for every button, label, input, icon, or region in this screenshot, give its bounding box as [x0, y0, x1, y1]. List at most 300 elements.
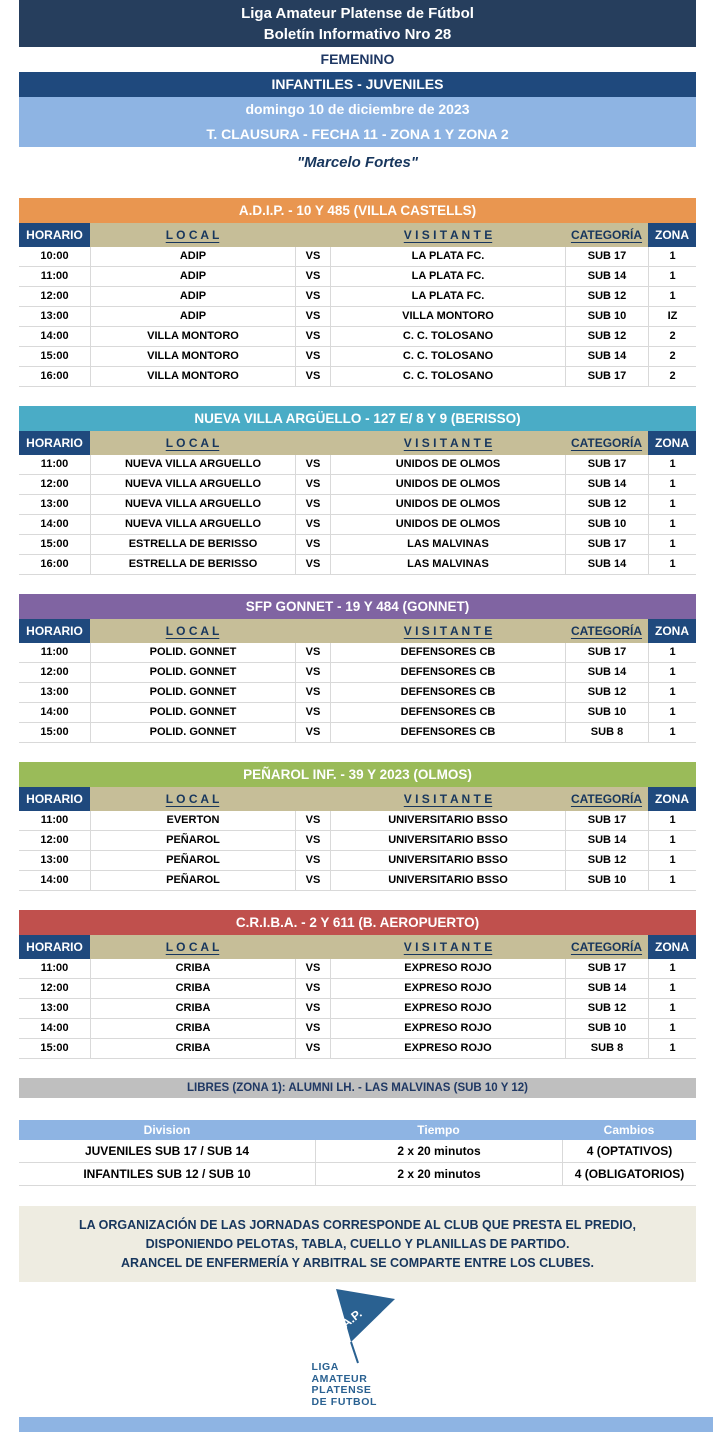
rules-header-row — [19, 1120, 696, 1140]
col-horario — [19, 619, 90, 643]
match-zona: IZ — [648, 307, 696, 326]
match-horario: 13:00 — [40, 686, 69, 698]
match-categoria: SUB 8 — [565, 1039, 648, 1058]
col-local-label: L O C A L — [165, 792, 220, 806]
match-zona: 1 — [648, 267, 696, 286]
col-vs — [295, 787, 331, 811]
match-visitante: EXPRESO ROJO — [404, 1042, 492, 1054]
match-vs: VS — [295, 455, 331, 474]
match-categoria: SUB 17 — [565, 811, 648, 830]
col-vs — [295, 431, 331, 455]
match-row — [19, 723, 696, 743]
match-row — [19, 555, 696, 575]
pennant-flag-icon — [303, 1288, 413, 1364]
col-vs — [295, 619, 331, 643]
match-row — [19, 663, 696, 683]
match-vs: VS — [295, 267, 331, 286]
venue-title: A.D.I.P. - 10 Y 485 (VILLA CASTELLS) — [19, 198, 696, 223]
venue-header-row — [19, 619, 696, 643]
match-local: POLID. GONNET — [90, 643, 295, 662]
match-categoria: SUB 12 — [565, 683, 648, 702]
match-visitante: EXPRESO ROJO — [404, 962, 492, 974]
match-row — [19, 495, 696, 515]
col-categoria-label: CATEGORÍA — [570, 940, 643, 954]
match-vs: VS — [295, 307, 331, 326]
logo-line: PLATENSE — [311, 1384, 372, 1396]
col-categoria — [565, 223, 648, 247]
match-categoria: SUB 12 — [565, 495, 648, 514]
match-categoria: SUB 8 — [565, 723, 648, 742]
match-zona: 1 — [648, 683, 696, 702]
col-zona — [648, 431, 696, 455]
col-local-label: L O C A L — [165, 940, 220, 954]
match-local: CRIBA — [90, 1019, 295, 1038]
match-horario: 12:00 — [40, 478, 69, 490]
match-local: NUEVA VILLA ARGUELLO — [90, 475, 295, 494]
match-visitante: LA PLATA FC. — [411, 290, 485, 302]
match-visitante: UNIVERSITARIO BSSO — [388, 874, 508, 886]
match-visitante: UNIDOS DE OLMOS — [395, 518, 501, 530]
match-visitante: UNIVERSITARIO BSSO — [388, 854, 508, 866]
match-vs: VS — [295, 871, 331, 890]
dedication-text: "Marcelo Fortes" — [297, 154, 418, 171]
match-visitante: C. C. TOLOSANO — [402, 370, 494, 382]
organization-notice — [19, 1206, 696, 1282]
match-vs: VS — [295, 683, 331, 702]
match-horario: 11:00 — [40, 814, 69, 826]
match-horario: 14:00 — [40, 518, 69, 530]
col-horario — [19, 787, 90, 811]
rules-cambios: 4 (OPTATIVOS) — [562, 1140, 696, 1163]
col-categoria — [565, 619, 648, 643]
league-title: Liga Amateur Platense de Fútbol — [241, 5, 474, 22]
match-local: CRIBA — [90, 979, 295, 998]
match-vs: VS — [295, 959, 331, 978]
match-visitante: LA PLATA FC. — [411, 250, 485, 262]
rules-row — [19, 1163, 696, 1186]
match-horario: 15:00 — [40, 538, 69, 550]
match-zona: 1 — [648, 979, 696, 998]
match-zona: 1 — [648, 871, 696, 890]
match-categoria: SUB 14 — [565, 555, 648, 574]
col-categoria — [565, 787, 648, 811]
match-local: ADIP — [90, 247, 295, 266]
match-visitante: VILLA MONTORO — [402, 310, 494, 322]
match-horario: 13:00 — [40, 1002, 69, 1014]
match-zona: 1 — [648, 455, 696, 474]
match-horario: 11:00 — [40, 270, 69, 282]
match-horario: 10:00 — [40, 250, 69, 262]
match-row — [19, 871, 696, 891]
match-categoria: SUB 14 — [565, 831, 648, 850]
match-vs: VS — [295, 723, 331, 742]
rules-table — [19, 1120, 696, 1186]
match-local: EVERTON — [90, 811, 295, 830]
match-local: POLID. GONNET — [90, 683, 295, 702]
venues — [19, 198, 696, 1059]
match-categoria: SUB 17 — [565, 959, 648, 978]
match-row — [19, 703, 696, 723]
col-categoria-label: CATEGORÍA — [570, 436, 643, 450]
match-visitante: UNIDOS DE OLMOS — [395, 498, 501, 510]
match-horario: 11:00 — [40, 458, 69, 470]
match-categoria: SUB 12 — [565, 327, 648, 346]
match-categoria: SUB 14 — [565, 267, 648, 286]
bulletin — [19, 0, 696, 1432]
match-row — [19, 535, 696, 555]
rules-tiempo: 2 x 20 minutos — [315, 1140, 562, 1163]
col-visitante — [331, 223, 565, 247]
match-horario: 14:00 — [40, 330, 69, 342]
match-visitante: DEFENSORES CB — [400, 706, 496, 718]
match-visitante: LAS MALVINAS — [407, 558, 489, 570]
match-row — [19, 307, 696, 327]
match-local: ADIP — [90, 267, 295, 286]
match-vs: VS — [295, 831, 331, 850]
match-visitante: DEFENSORES CB — [400, 646, 496, 658]
match-horario: 12:00 — [40, 834, 69, 846]
col-horario-label: HORARIO — [26, 228, 83, 242]
venue-header-row — [19, 935, 696, 959]
match-row — [19, 267, 696, 287]
match-local: ADIP — [90, 287, 295, 306]
col-visitante — [331, 431, 565, 455]
col-categoria-label: CATEGORÍA — [570, 792, 643, 806]
match-zona: 1 — [648, 643, 696, 662]
league-logo — [19, 1286, 696, 1408]
col-visitante — [331, 787, 565, 811]
col-visitante — [331, 935, 565, 959]
date-bar: domingo 10 de diciembre de 2023 — [19, 97, 696, 122]
match-horario: 14:00 — [40, 874, 69, 886]
match-visitante: UNIVERSITARIO BSSO — [388, 814, 508, 826]
match-local: CRIBA — [90, 1039, 295, 1058]
rules-tiempo: 2 x 20 minutos — [315, 1163, 562, 1186]
venue-table — [19, 406, 696, 575]
match-vs: VS — [295, 703, 331, 722]
footer-bar — [19, 1417, 713, 1432]
match-horario: 12:00 — [40, 666, 69, 678]
match-visitante: EXPRESO ROJO — [404, 1002, 492, 1014]
col-visitante-label: V I S I T A N T E — [403, 228, 493, 242]
match-local: CRIBA — [90, 959, 295, 978]
col-horario-label: HORARIO — [26, 792, 83, 806]
match-categoria: SUB 14 — [565, 663, 648, 682]
match-row — [19, 515, 696, 535]
match-zona: 1 — [648, 831, 696, 850]
match-categoria: SUB 17 — [565, 643, 648, 662]
match-zona: 1 — [648, 555, 696, 574]
col-local — [90, 787, 295, 811]
venue-header-row — [19, 223, 696, 247]
match-categoria: SUB 17 — [565, 535, 648, 554]
venue-title: PEÑAROL INF. - 39 Y 2023 (OLMOS) — [19, 762, 696, 787]
match-row — [19, 851, 696, 871]
match-vs: VS — [295, 475, 331, 494]
col-zona — [648, 935, 696, 959]
match-local: CRIBA — [90, 999, 295, 1018]
match-categoria: SUB 14 — [565, 475, 648, 494]
match-row — [19, 287, 696, 307]
match-horario: 11:00 — [40, 962, 69, 974]
logo-line: LIGA — [311, 1361, 339, 1373]
libres-note: LIBRES (ZONA 1): ALUMNI LH. - LAS MALVINAS (SUB 10 Y 12) — [19, 1078, 696, 1098]
col-local — [90, 935, 295, 959]
match-zona: 1 — [648, 1039, 696, 1058]
round-bar: T. CLAUSURA - FECHA 11 - ZONA 1 Y ZONA 2 — [19, 122, 696, 147]
match-visitante: EXPRESO ROJO — [404, 1022, 492, 1034]
venue-header-row — [19, 431, 696, 455]
rules-division: INFANTILES SUB 12 / SUB 10 — [83, 1167, 251, 1181]
col-local — [90, 619, 295, 643]
match-visitante: EXPRESO ROJO — [404, 982, 492, 994]
match-horario: 12:00 — [40, 290, 69, 302]
logo-line: DE FUTBOL — [311, 1395, 377, 1408]
match-row — [19, 327, 696, 347]
col-categoria — [565, 935, 648, 959]
venue-table — [19, 594, 696, 743]
match-vs: VS — [295, 367, 331, 386]
match-local: POLID. GONNET — [90, 723, 295, 742]
match-horario: 15:00 — [40, 350, 69, 362]
col-local-label: L O C A L — [165, 436, 220, 450]
venue-rows — [19, 455, 696, 575]
venue-table — [19, 198, 696, 387]
match-row — [19, 367, 696, 387]
match-local: ESTRELLA DE BERISSO — [90, 555, 295, 574]
venue-title: SFP GONNET - 19 Y 484 (GONNET) — [19, 594, 696, 619]
match-horario: 11:00 — [40, 646, 69, 658]
col-local — [90, 223, 295, 247]
venue-header-row — [19, 787, 696, 811]
match-local: ESTRELLA DE BERISSO — [90, 535, 295, 554]
match-vs: VS — [295, 643, 331, 662]
match-categoria: SUB 12 — [565, 999, 648, 1018]
col-zona-label: ZONA — [655, 624, 689, 638]
match-categoria: SUB 10 — [565, 1019, 648, 1038]
match-local: VILLA MONTORO — [90, 347, 295, 366]
match-visitante: LAS MALVINAS — [407, 538, 489, 550]
match-zona: 1 — [648, 723, 696, 742]
logo-line: AMATEUR — [311, 1372, 368, 1385]
col-zona-label: ZONA — [655, 228, 689, 242]
match-visitante: DEFENSORES CB — [400, 666, 496, 678]
match-vs: VS — [295, 327, 331, 346]
match-row — [19, 347, 696, 367]
match-row — [19, 831, 696, 851]
rules-row — [19, 1140, 696, 1163]
notice-line: ARANCEL DE ENFERMERÍA Y ARBITRAL SE COMPARTE ENTRE LOS CLUBES. — [121, 1256, 594, 1270]
match-visitante: C. C. TOLOSANO — [402, 330, 494, 342]
col-local-label: L O C A L — [165, 228, 220, 242]
gender-label: FEMENINO — [320, 51, 395, 67]
rules-division: JUVENILES SUB 17 / SUB 14 — [84, 1144, 250, 1158]
match-vs: VS — [295, 515, 331, 534]
match-horario: 13:00 — [40, 498, 69, 510]
venue-table — [19, 762, 696, 891]
col-zona — [648, 223, 696, 247]
col-horario-label: HORARIO — [26, 940, 83, 954]
venue-rows — [19, 811, 696, 891]
match-visitante: C. C. TOLOSANO — [402, 350, 494, 362]
rules-cambios: 4 (OBLIGATORIOS) — [562, 1163, 696, 1186]
col-horario — [19, 431, 90, 455]
match-local: POLID. GONNET — [90, 703, 295, 722]
match-row — [19, 1019, 696, 1039]
col-zona-label: ZONA — [655, 792, 689, 806]
venue-rows — [19, 643, 696, 743]
match-horario: 14:00 — [40, 706, 69, 718]
match-zona: 1 — [648, 851, 696, 870]
match-visitante: UNIDOS DE OLMOS — [395, 478, 501, 490]
notice-line: LA ORGANIZACIÓN DE LAS JORNADAS CORRESPONDE AL CLUB QUE PRESTA EL PREDIO, — [79, 1218, 636, 1232]
col-zona — [648, 619, 696, 643]
match-visitante: UNIDOS DE OLMOS — [395, 458, 501, 470]
match-zona: 2 — [648, 347, 696, 366]
match-zona: 1 — [648, 663, 696, 682]
match-horario: 14:00 — [40, 1022, 69, 1034]
match-vs: VS — [295, 979, 331, 998]
match-local: PEÑAROL — [90, 871, 295, 890]
match-horario: 12:00 — [40, 982, 69, 994]
match-row — [19, 247, 696, 267]
match-zona: 1 — [648, 515, 696, 534]
match-vs: VS — [295, 1019, 331, 1038]
col-vs — [295, 935, 331, 959]
match-zona: 1 — [648, 703, 696, 722]
match-categoria: SUB 14 — [565, 979, 648, 998]
match-vs: VS — [295, 347, 331, 366]
match-vs: VS — [295, 811, 331, 830]
match-horario: 13:00 — [40, 854, 69, 866]
match-vs: VS — [295, 247, 331, 266]
match-zona: 2 — [648, 327, 696, 346]
bulletin-title-bar — [19, 0, 696, 47]
match-categoria: SUB 12 — [565, 287, 648, 306]
col-categoria-label: CATEGORÍA — [570, 624, 643, 638]
match-zona: 1 — [648, 999, 696, 1018]
category-bar: INFANTILES - JUVENILES — [19, 72, 696, 97]
col-horario — [19, 223, 90, 247]
match-row — [19, 979, 696, 999]
match-categoria: SUB 10 — [565, 703, 648, 722]
match-vs: VS — [295, 851, 331, 870]
col-vs — [295, 223, 331, 247]
match-categoria: SUB 12 — [565, 851, 648, 870]
col-horario-label: HORARIO — [26, 624, 83, 638]
match-zona: 1 — [648, 1019, 696, 1038]
match-categoria: SUB 10 — [565, 515, 648, 534]
col-local-label: L O C A L — [165, 624, 220, 638]
match-categoria: SUB 14 — [565, 347, 648, 366]
venue-table — [19, 910, 696, 1059]
col-visitante-label: V I S I T A N T E — [403, 436, 493, 450]
flag-text: L.A.P. — [329, 1306, 365, 1338]
col-zona — [648, 787, 696, 811]
notice-line: DISPONIENDO PELOTAS, TABLA, CUELLO Y PLANILLAS DE PARTIDO. — [145, 1237, 570, 1251]
match-vs: VS — [295, 535, 331, 554]
match-row — [19, 643, 696, 663]
match-row — [19, 811, 696, 831]
match-vs: VS — [295, 287, 331, 306]
col-visitante-label: V I S I T A N T E — [403, 792, 493, 806]
match-local: NUEVA VILLA ARGUELLO — [90, 515, 295, 534]
match-local: NUEVA VILLA ARGUELLO — [90, 455, 295, 474]
rules-col-division: Division — [143, 1123, 191, 1137]
match-zona: 2 — [648, 367, 696, 386]
match-visitante: UNIVERSITARIO BSSO — [388, 834, 508, 846]
logo-wordmark — [312, 1362, 404, 1408]
col-horario — [19, 935, 90, 959]
venue-rows — [19, 247, 696, 387]
col-visitante — [331, 619, 565, 643]
match-local: PEÑAROL — [90, 851, 295, 870]
match-row — [19, 683, 696, 703]
match-horario: 15:00 — [40, 726, 69, 738]
col-zona-label: ZONA — [655, 940, 689, 954]
match-categoria: SUB 10 — [565, 871, 648, 890]
match-horario: 13:00 — [40, 310, 69, 322]
match-zona: 1 — [648, 287, 696, 306]
col-horario-label: HORARIO — [26, 436, 83, 450]
match-local: NUEVA VILLA ARGUELLO — [90, 495, 295, 514]
venue-title: NUEVA VILLA ARGÜELLO - 127 E/ 8 Y 9 (BERISSO) — [19, 406, 696, 431]
match-visitante: LA PLATA FC. — [411, 270, 485, 282]
match-row — [19, 1039, 696, 1059]
match-categoria: SUB 17 — [565, 367, 648, 386]
match-vs: VS — [295, 663, 331, 682]
match-local: VILLA MONTORO — [90, 327, 295, 346]
match-row — [19, 999, 696, 1019]
match-vs: VS — [295, 495, 331, 514]
col-zona-label: ZONA — [655, 436, 689, 450]
match-zona: 1 — [648, 495, 696, 514]
match-vs: VS — [295, 555, 331, 574]
bulletin-number: Boletín Informativo Nro 28 — [263, 26, 452, 43]
col-visitante-label: V I S I T A N T E — [403, 940, 493, 954]
match-categoria: SUB 10 — [565, 307, 648, 326]
col-categoria-label: CATEGORÍA — [570, 228, 643, 242]
match-vs: VS — [295, 1039, 331, 1058]
rules-col-tiempo: Tiempo — [417, 1123, 460, 1137]
match-row — [19, 455, 696, 475]
match-zona: 1 — [648, 535, 696, 554]
match-zona: 1 — [648, 475, 696, 494]
match-local: VILLA MONTORO — [90, 367, 295, 386]
match-categoria: SUB 17 — [565, 247, 648, 266]
venue-title: C.R.I.B.A. - 2 Y 611 (B. AEROPUERTO) — [19, 910, 696, 935]
match-row — [19, 959, 696, 979]
match-visitante: DEFENSORES CB — [400, 726, 496, 738]
col-categoria — [565, 431, 648, 455]
match-local: PEÑAROL — [90, 831, 295, 850]
match-local: POLID. GONNET — [90, 663, 295, 682]
match-categoria: SUB 17 — [565, 455, 648, 474]
match-zona: 1 — [648, 811, 696, 830]
match-visitante: DEFENSORES CB — [400, 686, 496, 698]
match-zona: 1 — [648, 247, 696, 266]
match-horario: 16:00 — [40, 558, 69, 570]
venue-rows — [19, 959, 696, 1059]
match-local: ADIP — [90, 307, 295, 326]
col-local — [90, 431, 295, 455]
match-zona: 1 — [648, 959, 696, 978]
match-row — [19, 475, 696, 495]
match-horario: 16:00 — [40, 370, 69, 382]
match-horario: 15:00 — [40, 1042, 69, 1054]
match-vs: VS — [295, 999, 331, 1018]
col-visitante-label: V I S I T A N T E — [403, 624, 493, 638]
